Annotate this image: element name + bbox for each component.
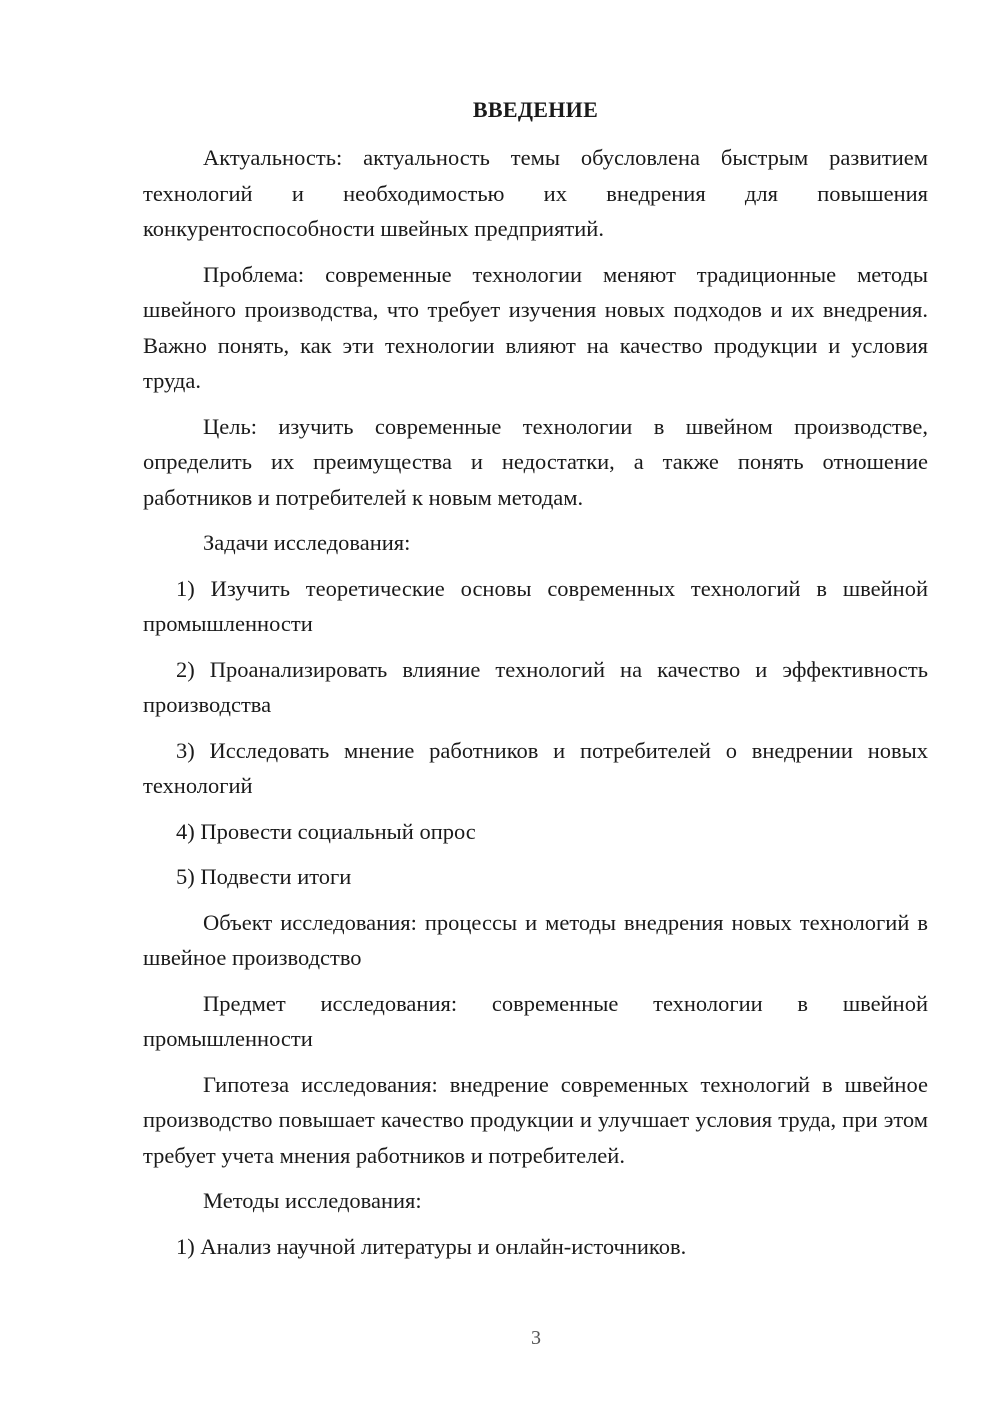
tasks-heading: Задачи исследования:	[203, 530, 411, 555]
goal-paragraph: Цель: изучить современные технологии в швейном производстве, определить их преимущества и недостатки, а также понять отношение работников и потребителей к новым методам.	[143, 413, 928, 510]
task-item: 5) Подвести итоги	[176, 864, 352, 889]
task-item: 4) Провести социальный опрос	[176, 818, 476, 844]
task-item: 1) Изучить теоретические основы современных технологий в швейной промышленности	[143, 575, 928, 636]
object-paragraph: Объект исследования: процессы и методы внедрения новых технологий в швейное производство	[143, 909, 928, 970]
document-page	[143, 92, 928, 1274]
hypothesis-paragraph: Гипотеза исследования: внедрение современных технологий в швейное производство повышает качество продукции и улучшает условия труда, при этом требует учета мнения работников и потребителей.	[143, 1071, 928, 1168]
task-item: 3) Исследовать мнение работников и потребителей о внедрении новых технологий	[143, 737, 928, 798]
method-item: 1) Анализ научной литературы и онлайн-источников.	[176, 1233, 687, 1259]
page-number: 3	[531, 1327, 541, 1349]
task-item: 2) Проанализировать влияние технологий на качество и эффективность производства	[143, 656, 928, 717]
methods-heading: Методы исследования:	[203, 1188, 422, 1213]
problem-paragraph: Проблема: современные технологии меняют традиционные методы швейного производства, что требует изучения новых подходов и их внедрения. Важно понять, как эти технологии влияют на качество продукции и условия труда.	[143, 261, 928, 393]
page-title: ВВЕДЕНИЕ	[472, 97, 599, 122]
subject-paragraph: Предмет исследования: современные технологии в швейной промышленности	[143, 990, 928, 1051]
relevance-paragraph: Актуальность: актуальность темы обусловлена быстрым развитием технологий и необходимостью их внедрения для повышения конкурентоспособности швейных предприятий.	[143, 145, 928, 241]
